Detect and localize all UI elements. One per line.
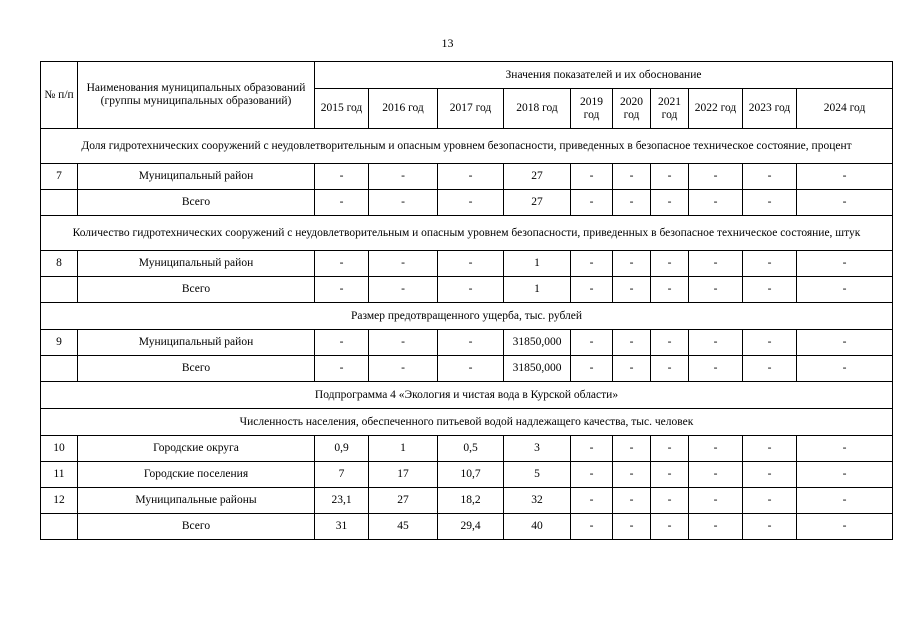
value-cell: - <box>571 462 613 488</box>
section-title: Подпрограмма 4 «Экология и чистая вода в Курской области» <box>41 382 893 409</box>
value-cell: - <box>797 488 893 514</box>
header-year: 2018 год <box>504 89 571 129</box>
value-cell: - <box>743 251 797 277</box>
row-number: 12 <box>41 488 78 514</box>
value-cell: - <box>797 190 893 216</box>
value-cell: - <box>438 330 504 356</box>
value-cell: - <box>689 190 743 216</box>
header-year: 2017 год <box>438 89 504 129</box>
value-cell: - <box>797 164 893 190</box>
value-cell: - <box>689 330 743 356</box>
value-cell: - <box>689 514 743 540</box>
row-name: Муниципальные районы <box>78 488 315 514</box>
value-cell: - <box>613 356 651 382</box>
value-cell: - <box>571 277 613 303</box>
table-row <box>41 330 893 356</box>
row-number <box>41 514 78 540</box>
table-row <box>41 436 893 462</box>
row-name: Муниципальный район <box>78 251 315 277</box>
value-cell: - <box>438 356 504 382</box>
value-cell: - <box>571 436 613 462</box>
row-name: Всего <box>78 356 315 382</box>
value-cell: - <box>689 436 743 462</box>
section-title-row <box>41 409 893 436</box>
table-row <box>41 514 893 540</box>
value-cell: - <box>571 356 613 382</box>
value-cell: - <box>315 356 369 382</box>
value-cell: - <box>571 190 613 216</box>
value-cell: - <box>651 462 689 488</box>
header-num: № п/п <box>41 62 78 129</box>
section-title: Количество гидротехнических сооружений с неудовлетворительным и опасным уровнем безопасности, приведенных в безопасное техническое состояние, штук <box>41 216 893 251</box>
value-cell: - <box>743 164 797 190</box>
value-cell: 5 <box>504 462 571 488</box>
value-cell: - <box>743 436 797 462</box>
value-cell: - <box>651 190 689 216</box>
page-number: 13 <box>441 36 454 50</box>
value-cell: 10,7 <box>438 462 504 488</box>
value-cell: 0,9 <box>315 436 369 462</box>
section-title: Размер предотвращенного ущерба, тыс. рублей <box>41 303 893 330</box>
table-row <box>41 277 893 303</box>
value-cell: 31850,000 <box>504 330 571 356</box>
value-cell: - <box>613 462 651 488</box>
value-cell: - <box>689 164 743 190</box>
value-cell: 31850,000 <box>504 356 571 382</box>
value-cell: - <box>613 251 651 277</box>
section-title: Численность населения, обеспеченного питьевой водой надлежащего качества, тыс. человек <box>41 409 893 436</box>
table-row <box>41 462 893 488</box>
header-year: 2016 год <box>369 89 438 129</box>
value-cell: 0,5 <box>438 436 504 462</box>
value-cell: - <box>689 462 743 488</box>
row-name: Городские поселения <box>78 462 315 488</box>
value-cell: - <box>743 514 797 540</box>
value-cell: 45 <box>369 514 438 540</box>
value-cell: - <box>651 164 689 190</box>
value-cell: - <box>689 277 743 303</box>
section-title-row <box>41 216 893 251</box>
value-cell: - <box>571 164 613 190</box>
section-title-row <box>41 382 893 409</box>
row-name: Всего <box>78 514 315 540</box>
value-cell: - <box>651 436 689 462</box>
value-cell: 3 <box>504 436 571 462</box>
table-row <box>41 164 893 190</box>
value-cell: - <box>613 164 651 190</box>
value-cell: - <box>651 356 689 382</box>
value-cell: 40 <box>504 514 571 540</box>
value-cell: - <box>315 277 369 303</box>
row-name: Всего <box>78 277 315 303</box>
value-cell: - <box>571 488 613 514</box>
row-name: Всего <box>78 190 315 216</box>
value-cell: - <box>315 164 369 190</box>
value-cell: - <box>613 488 651 514</box>
header-year: 2023 год <box>743 89 797 129</box>
value-cell: - <box>438 164 504 190</box>
table-row <box>41 356 893 382</box>
value-cell: - <box>797 277 893 303</box>
value-cell: 1 <box>504 251 571 277</box>
value-cell: - <box>369 190 438 216</box>
value-cell: - <box>689 356 743 382</box>
value-cell: - <box>571 514 613 540</box>
value-cell: - <box>651 488 689 514</box>
value-cell: 18,2 <box>438 488 504 514</box>
row-number: 7 <box>41 164 78 190</box>
table-header-row <box>41 62 893 89</box>
value-cell: - <box>797 251 893 277</box>
row-number: 11 <box>41 462 78 488</box>
value-cell: 27 <box>504 190 571 216</box>
table-row <box>41 488 893 514</box>
value-cell: 1 <box>504 277 571 303</box>
value-cell: - <box>369 330 438 356</box>
value-cell: - <box>743 330 797 356</box>
value-cell: - <box>743 356 797 382</box>
value-cell: 7 <box>315 462 369 488</box>
section-title: Доля гидротехнических сооружений с неудовлетворительным и опасным уровнем безопасности, приведенных в безопасное техническое состояние, процент <box>41 129 893 164</box>
value-cell: - <box>369 164 438 190</box>
value-cell: 29,4 <box>438 514 504 540</box>
value-cell: - <box>743 488 797 514</box>
header-year: 2020 год <box>613 89 651 129</box>
section-title-row <box>41 303 893 330</box>
header-values-group: Значения показателей и их обоснование <box>315 62 893 89</box>
header-year: 2015 год <box>315 89 369 129</box>
header-name: Наименования муниципальных образований (группы муниципальных образований) <box>78 62 315 129</box>
value-cell: - <box>438 251 504 277</box>
value-cell: - <box>689 251 743 277</box>
row-name: Муниципальный район <box>78 330 315 356</box>
value-cell: 17 <box>369 462 438 488</box>
row-name: Муниципальный район <box>78 164 315 190</box>
value-cell: - <box>438 190 504 216</box>
value-cell: - <box>651 277 689 303</box>
row-number <box>41 277 78 303</box>
row-number: 9 <box>41 330 78 356</box>
value-cell: - <box>369 251 438 277</box>
value-cell: - <box>651 251 689 277</box>
value-cell: - <box>797 436 893 462</box>
value-cell: - <box>613 277 651 303</box>
row-number <box>41 356 78 382</box>
value-cell: 23,1 <box>315 488 369 514</box>
value-cell: - <box>651 330 689 356</box>
table-row <box>41 251 893 277</box>
row-number: 8 <box>41 251 78 277</box>
value-cell: - <box>613 436 651 462</box>
value-cell: - <box>369 277 438 303</box>
value-cell: - <box>571 330 613 356</box>
value-cell: - <box>613 514 651 540</box>
value-cell: 32 <box>504 488 571 514</box>
header-year: 2022 год <box>689 89 743 129</box>
header-year: 2019 год <box>571 89 613 129</box>
section-title-row <box>41 129 893 164</box>
header-year: 2024 год <box>797 89 893 129</box>
value-cell: - <box>797 330 893 356</box>
table-row <box>41 190 893 216</box>
indicators-table <box>40 61 893 540</box>
value-cell: - <box>743 277 797 303</box>
value-cell: - <box>613 330 651 356</box>
value-cell: 1 <box>369 436 438 462</box>
value-cell: - <box>613 190 651 216</box>
value-cell: - <box>797 462 893 488</box>
value-cell: - <box>315 251 369 277</box>
header-year: 2021 год <box>651 89 689 129</box>
row-number: 10 <box>41 436 78 462</box>
value-cell: 27 <box>369 488 438 514</box>
value-cell: - <box>651 514 689 540</box>
value-cell: - <box>438 277 504 303</box>
row-name: Городские округа <box>78 436 315 462</box>
value-cell: 31 <box>315 514 369 540</box>
value-cell: - <box>743 190 797 216</box>
row-number <box>41 190 78 216</box>
value-cell: - <box>369 356 438 382</box>
value-cell: - <box>797 514 893 540</box>
value-cell: - <box>689 488 743 514</box>
value-cell: - <box>571 251 613 277</box>
value-cell: - <box>315 330 369 356</box>
value-cell: - <box>315 190 369 216</box>
value-cell: - <box>797 356 893 382</box>
value-cell: 27 <box>504 164 571 190</box>
value-cell: - <box>743 462 797 488</box>
